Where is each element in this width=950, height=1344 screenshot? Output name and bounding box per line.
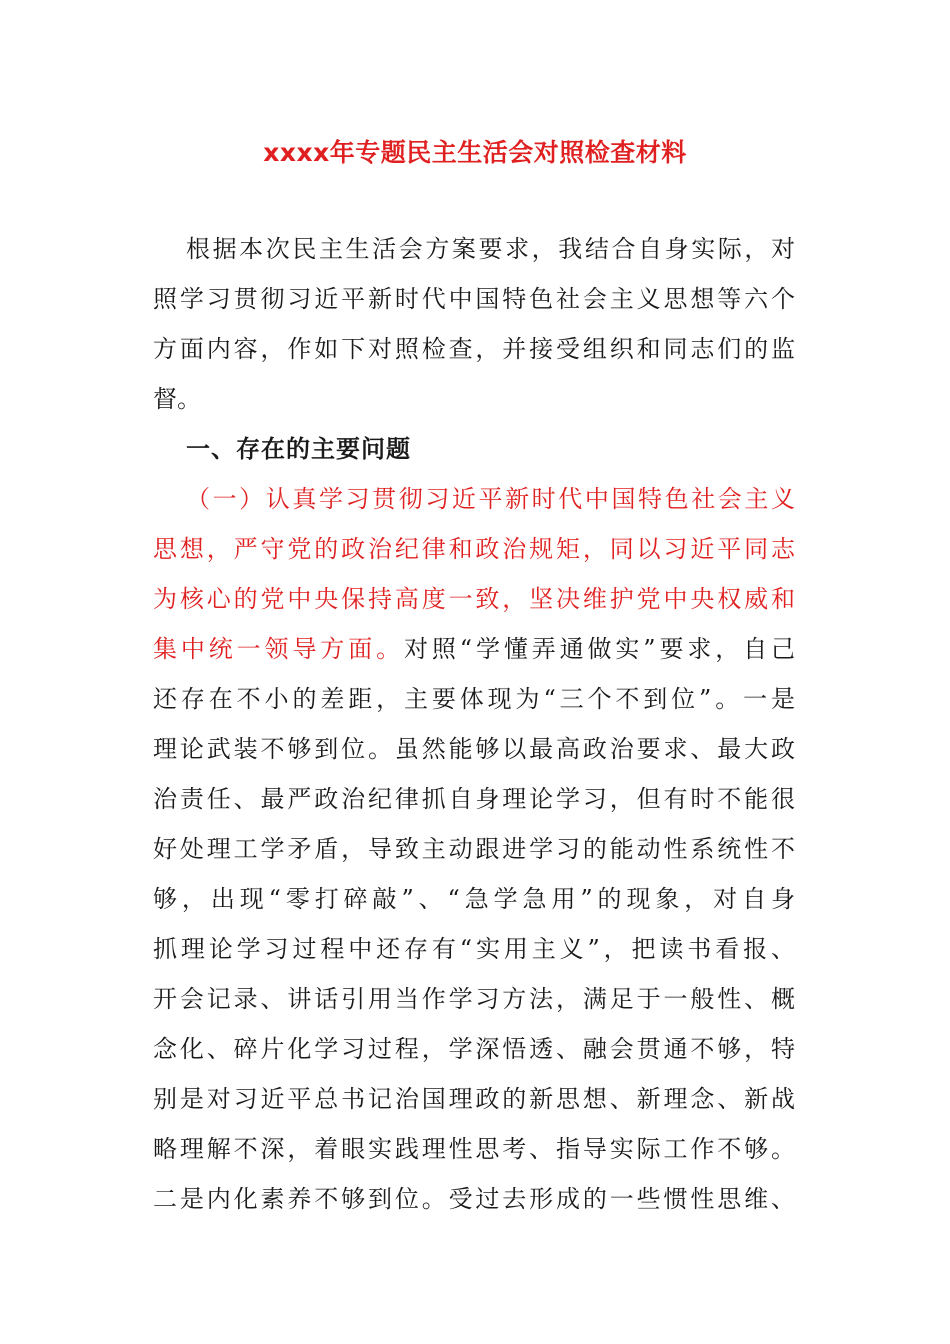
body-line: 理论武装不够到位。虽然能够以最高政治要求、最大政 [153,735,795,763]
intro-line: 照学习贯彻习近平新时代中国特色社会主义思想等六个 [153,285,795,313]
mixed-line [153,624,795,674]
intro-line: 方面内容，作如下对照检查，并接受组织和同志们的监 [153,335,795,363]
intro-line: 督。 [153,385,201,413]
subsection-heading-end: 集中统一领导方面。 [153,635,405,663]
subsection-heading-line: 思想，严守党的政治纪律和政治规矩，同以习近平同志 [153,535,795,563]
section-heading: 一、存在的主要问题 [186,435,411,463]
body-line: 别是对习近平总书记治国理政的新思想、新理念、新战 [153,1085,795,1113]
subsection-heading-line: 为核心的党中央保持高度一致，坚决维护党中央权威和 [153,585,795,613]
body-line: 略理解不深，着眼实践理性思考、指导实际工作不够。 [153,1135,795,1163]
body-text-start: 对照“学懂弄通做实”要求，自己 [404,635,795,663]
body-line: 还存在不小的差距，主要体现为“三个不到位”。一是 [153,685,795,713]
body-line: 治责任、最严政治纪律抓自身理论学习，但有时不能很 [153,785,795,813]
document-title: xxxx年专题民主生活会对照检查材料 [263,138,687,167]
body-line: 抓理论学习过程中还存有“实用主义”，把读书看报、 [153,935,795,963]
intro-line: 根据本次民主生活会方案要求，我结合自身实际，对 [186,235,795,263]
body-line: 念化、碎片化学习过程，学深悟透、融会贯通不够，特 [153,1035,795,1063]
body-line: 二是内化素养不够到位。受过去形成的一些惯性思维、 [153,1185,795,1213]
body-line: 开会记录、讲话引用当作学习方法，满足于一般性、概 [153,985,795,1013]
body-line: 好处理工学矛盾，导致主动跟进学习的能动性系统性不 [153,835,795,863]
body-line: 够，出现“零打碎敲”、“急学急用”的现象，对自身 [153,885,795,913]
subsection-heading-line: （一）认真学习贯彻习近平新时代中国特色社会主义 [186,485,795,513]
